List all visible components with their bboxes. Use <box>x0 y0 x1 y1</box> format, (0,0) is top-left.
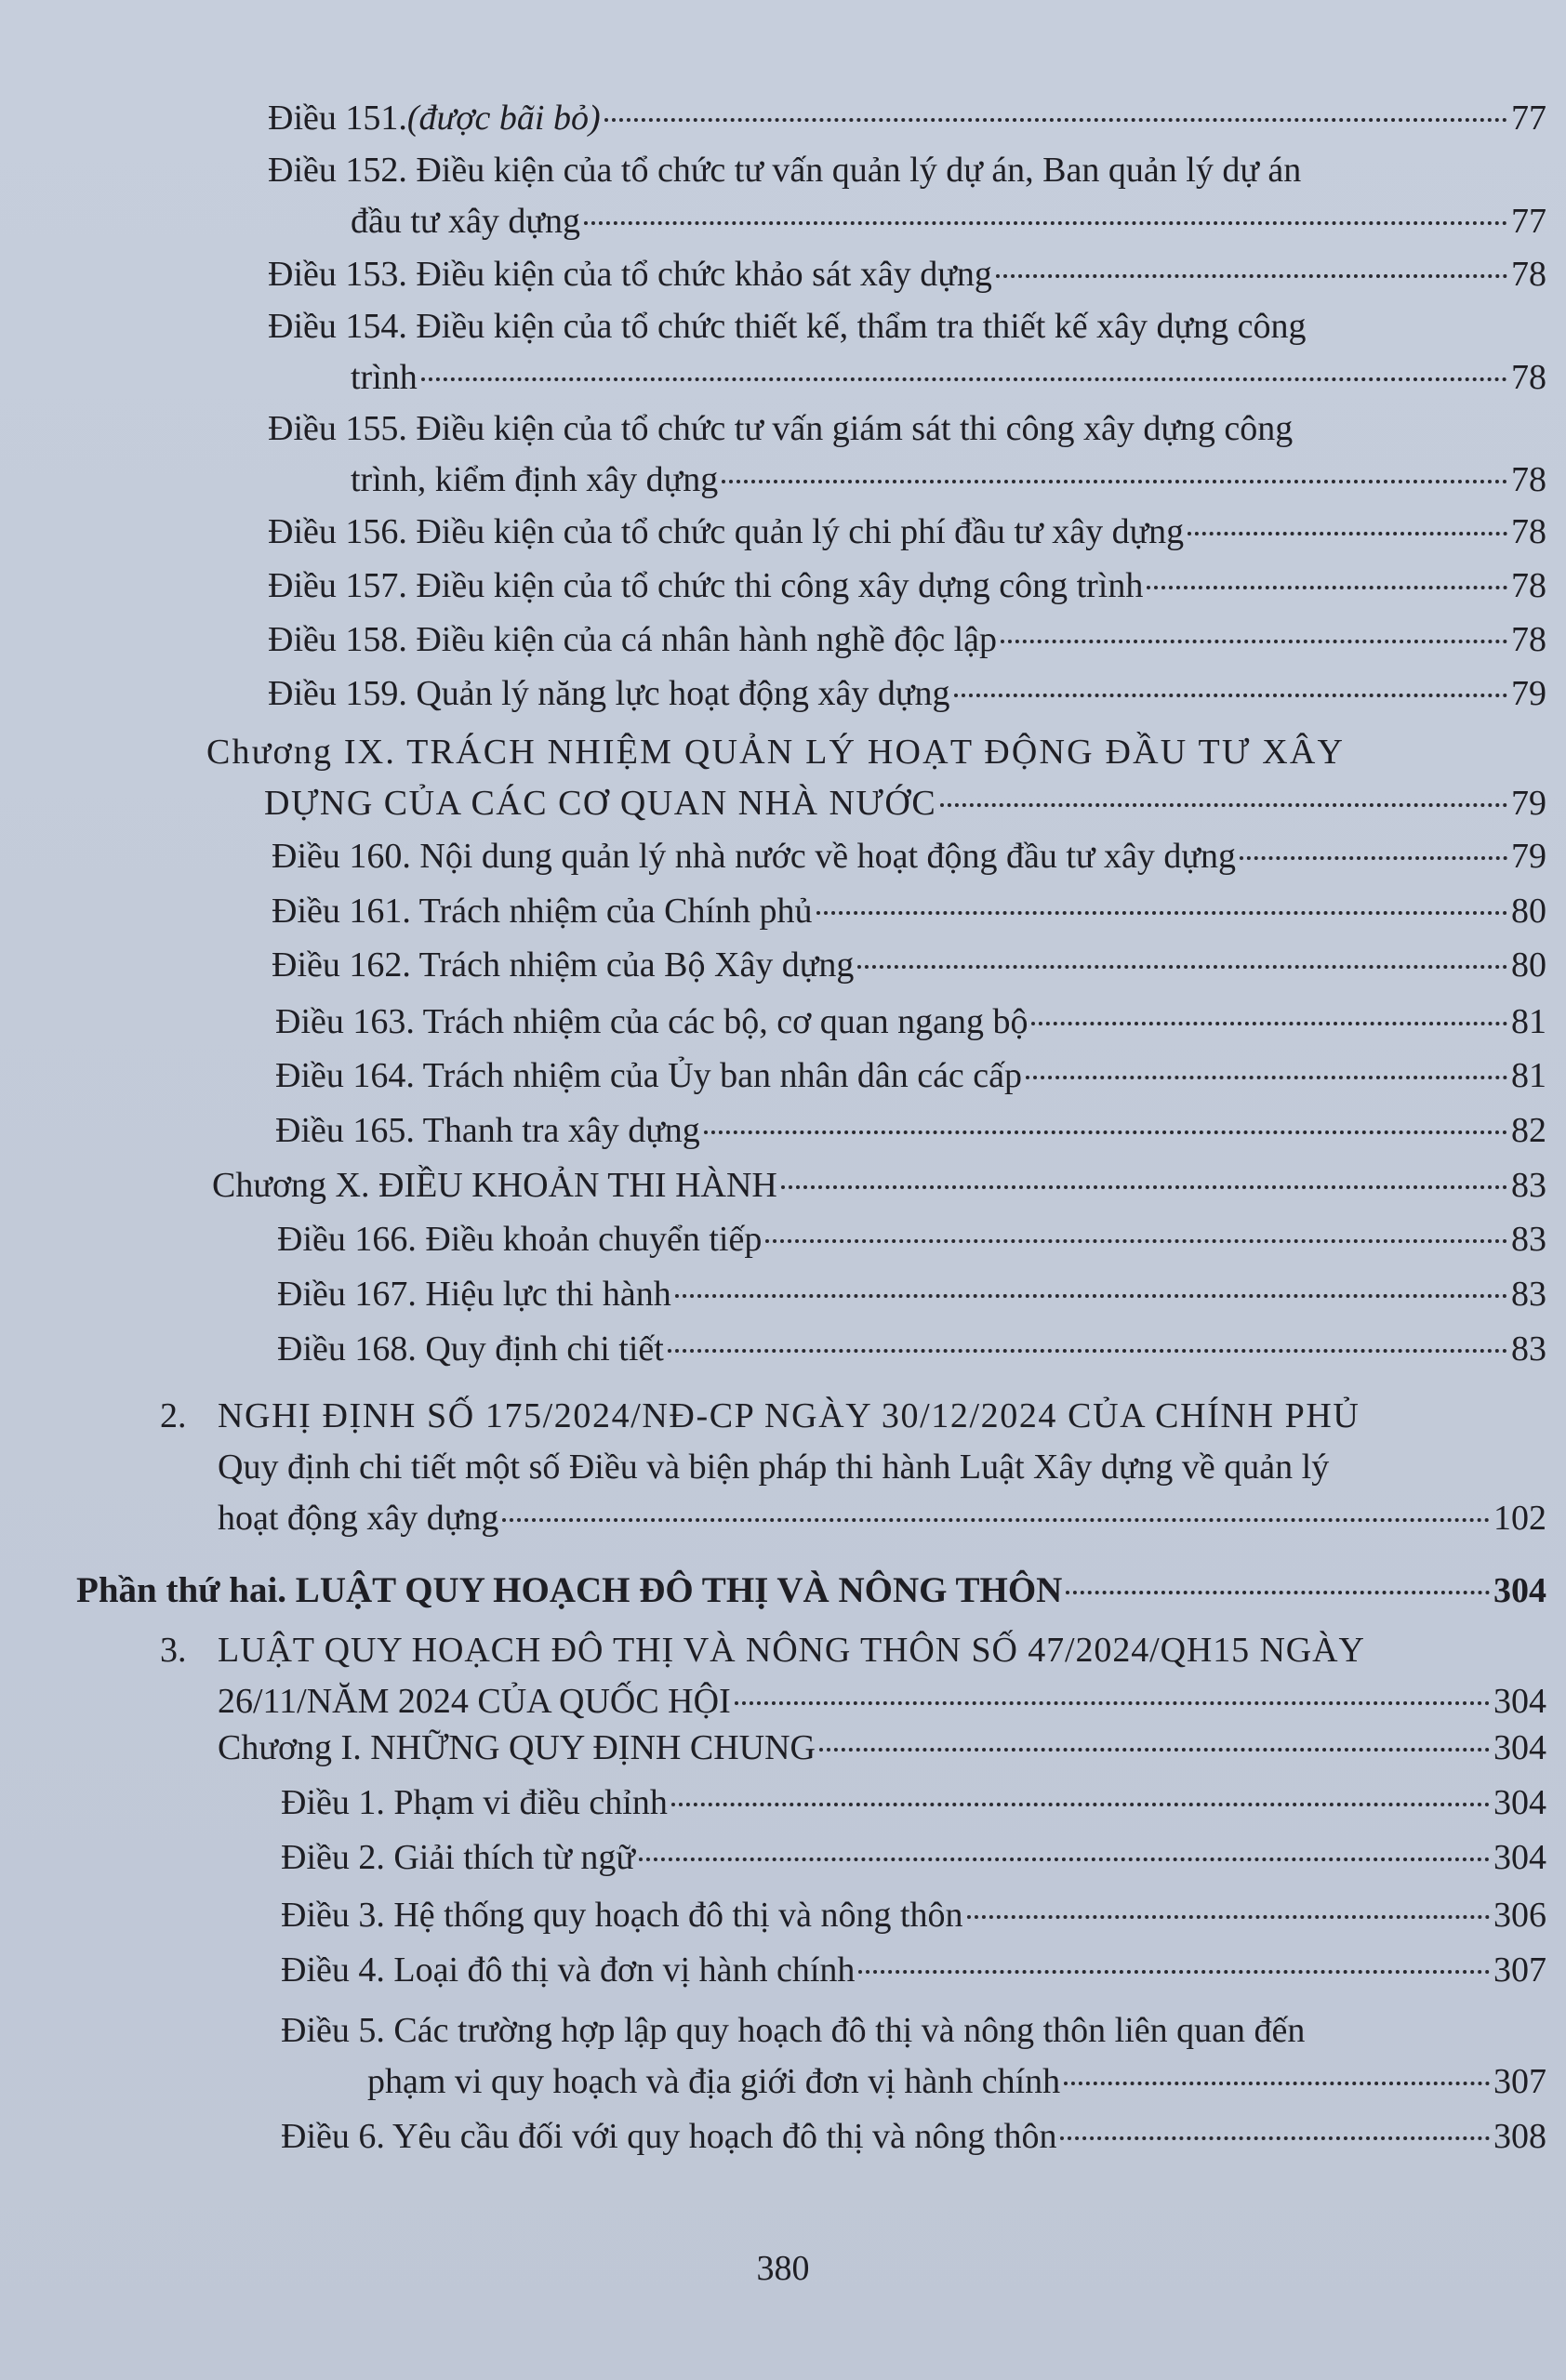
toc-page-number: 78 <box>1511 358 1546 397</box>
toc-page-number: 78 <box>1511 255 1546 294</box>
toc-page-number: 80 <box>1511 892 1546 931</box>
toc-page-number: 304 <box>1493 1838 1546 1877</box>
toc-entry-dieu-154[interactable] <box>268 301 1546 403</box>
toc-page-number: 79 <box>1511 784 1546 823</box>
toc-entry-title: Điều 159. Quản lý năng lực hoạt động xây dựng <box>268 674 950 713</box>
toc-entry-title-cont: DỰNG CỦA CÁC CƠ QUAN NHÀ NƯỚC <box>264 784 937 823</box>
dot-leader <box>1066 1591 1490 1594</box>
toc-entry-note: (được bãi bỏ) <box>406 99 601 138</box>
toc-entry-chuong-x[interactable] <box>212 1160 1546 1211</box>
toc-entry-luat-quy-hoach[interactable] <box>218 1625 1546 1727</box>
dot-leader <box>671 1803 1490 1806</box>
toc-part-title: Phần thứ hai. LUẬT QUY HOẠCH ĐÔ THỊ VÀ NÔNG THÔN <box>76 1570 1063 1610</box>
dot-leader <box>781 1185 1507 1189</box>
dot-leader <box>1240 856 1507 860</box>
dot-leader <box>1031 1022 1507 1025</box>
toc-item-number: 2. <box>160 1396 187 1435</box>
toc-page-number: 78 <box>1511 512 1546 551</box>
toc-entry-title: Chương I. NHỮNG QUY ĐỊNH CHUNG <box>218 1728 816 1767</box>
dot-leader <box>421 377 1507 381</box>
toc-page-number: 79 <box>1511 837 1546 876</box>
toc-entry-title: Điều 157. Điều kiện của tổ chức thi công xây dựng công trình <box>268 566 1144 605</box>
dot-leader <box>502 1518 1490 1522</box>
toc-entry-dieu-4[interactable] <box>281 1945 1546 1996</box>
dot-leader <box>675 1294 1507 1298</box>
dot-leader <box>604 118 1507 122</box>
toc-page-number: 83 <box>1511 1275 1546 1314</box>
dot-leader <box>722 480 1507 483</box>
toc-entry-nghi-dinh-175[interactable] <box>218 1391 1546 1544</box>
toc-page-number: 78 <box>1511 620 1546 659</box>
toc-entry-title: Điều 168. Quy định chi tiết <box>277 1329 664 1368</box>
toc-entry-title: Điều 158. Điều kiện của cá nhân hành nghề độc lập <box>268 620 998 659</box>
dot-leader <box>1001 640 1507 643</box>
dot-leader <box>639 1858 1490 1861</box>
toc-page-number: 78 <box>1511 566 1546 605</box>
toc-entry-title-cont: đầu tư xây dựng <box>351 202 580 241</box>
toc-page-number: 304 <box>1493 1682 1546 1721</box>
dot-leader <box>1064 2082 1490 2085</box>
toc-entry-title: Điều 151. <box>268 99 407 138</box>
toc-item-number: 3. <box>160 1631 187 1670</box>
toc-entry-title: Điều 166. Điều khoản chuyển tiếp <box>277 1220 763 1259</box>
toc-page-number: 77 <box>1511 202 1546 241</box>
toc-entry-dieu-166[interactable] <box>277 1214 1546 1265</box>
toc-entry-dieu-162[interactable] <box>272 940 1546 991</box>
toc-entry-dieu-156[interactable] <box>268 507 1546 558</box>
toc-entry-phan-thu-hai[interactable] <box>76 1565 1546 1617</box>
toc-page-number: 308 <box>1493 2117 1546 2156</box>
toc-entry-dieu-163[interactable] <box>275 997 1546 1048</box>
toc-entry-dieu-160[interactable] <box>272 831 1546 882</box>
toc-page-number: 78 <box>1511 460 1546 499</box>
toc-entry-dieu-153[interactable] <box>268 249 1546 300</box>
toc-entry-dieu-155[interactable] <box>268 403 1546 506</box>
dot-leader <box>819 1748 1490 1752</box>
toc-entry-title: Điều 167. Hiệu lực thi hành <box>277 1275 671 1314</box>
toc-page-number: 304 <box>1493 1728 1546 1767</box>
toc-entry-dieu-3[interactable] <box>281 1890 1546 1941</box>
toc-entry-title: Điều 153. Điều kiện của tổ chức khảo sát xây dựng <box>268 255 992 294</box>
toc-page-number: 304 <box>1493 1783 1546 1822</box>
dot-leader <box>967 1915 1490 1919</box>
toc-page-number: 79 <box>1511 674 1546 713</box>
toc-entry-title: LUẬT QUY HOẠCH ĐÔ THỊ VÀ NÔNG THÔN SỐ 47/2024/QH15 NGÀY <box>218 1631 1365 1670</box>
toc-entry-title: Điều 156. Điều kiện của tổ chức quản lý chi phí đầu tư xây dựng <box>268 512 1185 551</box>
toc-page-number: 304 <box>1493 1571 1546 1610</box>
toc-entry-title-cont: hoạt động xây dựng <box>218 1499 499 1538</box>
toc-page-number: 307 <box>1493 2062 1546 2101</box>
dot-leader <box>668 1349 1507 1353</box>
toc-entry-title-cont: trình, kiểm định xây dựng <box>351 460 719 499</box>
toc-entry-title: Điều 155. Điều kiện của tổ chức tư vấn giám sát thi công xây dựng công <box>268 409 1294 448</box>
toc-page-number: 77 <box>1511 99 1546 138</box>
toc-page-number: 306 <box>1493 1896 1546 1935</box>
toc-page-number: 82 <box>1511 1111 1546 1150</box>
toc-page-number: 83 <box>1511 1166 1546 1205</box>
dot-leader <box>954 694 1507 697</box>
page-number: 380 <box>756 2249 810 2288</box>
toc-page-number: 102 <box>1493 1499 1546 1538</box>
toc-entry-dieu-168[interactable] <box>277 1324 1546 1375</box>
toc-entry-title: Điều 5. Các trường hợp lập quy hoạch đô thị và nông thôn liên quan đến <box>281 2011 1306 2050</box>
toc-entry-dieu-158[interactable] <box>268 615 1546 666</box>
toc-entry-dieu-5[interactable] <box>281 2005 1546 2108</box>
toc-entry-title: Điều 4. Loại đô thị và đơn vị hành chính <box>281 1950 856 1990</box>
dot-leader <box>704 1130 1507 1134</box>
toc-entry-title: Điều 162. Trách nhiệm của Bộ Xây dựng <box>272 945 855 985</box>
toc-entry-title: Chương X. ĐIỀU KHOẢN THI HÀNH <box>212 1166 777 1205</box>
toc-entry-title: Điều 3. Hệ thống quy hoạch đô thị và nông thôn <box>281 1896 963 1935</box>
toc-entry-title: Điều 160. Nội dung quản lý nhà nước về hoạt động đầu tư xây dựng <box>272 837 1236 876</box>
toc-page-number: 81 <box>1511 1002 1546 1041</box>
dot-leader <box>1060 2136 1490 2140</box>
toc-entry-chuong-ix[interactable] <box>206 727 1546 829</box>
dot-leader <box>857 965 1507 969</box>
dot-leader <box>1188 532 1507 536</box>
toc-page-number: 81 <box>1511 1056 1546 1095</box>
toc-entry-title: Điều 154. Điều kiện của tổ chức thiết kế, thẩm tra thiết kế xây dựng công <box>268 307 1307 346</box>
toc-entry-title: Điều 6. Yêu cầu đối với quy hoạch đô thị và nông thôn <box>281 2117 1057 2156</box>
toc-entry-title-cont: trình <box>351 358 418 397</box>
toc-entry-title: Điều 164. Trách nhiệm của Ủy ban nhân dân các cấp <box>275 1056 1023 1095</box>
toc-entry-dieu-151[interactable] <box>268 93 1546 144</box>
toc-entry-title-cont: phạm vi quy hoạch và địa giới đơn vị hành chính <box>367 2062 1061 2101</box>
dot-leader <box>735 1701 1490 1705</box>
toc-entry-dieu-164[interactable] <box>275 1051 1546 1102</box>
toc-entry-dieu-159[interactable] <box>268 668 1546 720</box>
dot-leader <box>1026 1076 1507 1079</box>
toc-page-number: 83 <box>1511 1329 1546 1368</box>
toc-entry-title-cont: Quy định chi tiết một số Điều và biện pháp thi hành Luật Xây dựng về quản lý <box>218 1448 1330 1487</box>
toc-entry-dieu-6[interactable] <box>281 2111 1546 2162</box>
dot-leader <box>816 911 1507 915</box>
toc-entry-title-cont: 26/11/NĂM 2024 CỦA QUỐC HỘI <box>218 1682 731 1721</box>
toc-entry-title: Điều 165. Thanh tra xây dựng <box>275 1111 700 1150</box>
dot-leader <box>584 221 1507 225</box>
toc-entry-dieu-157[interactable] <box>268 561 1546 612</box>
toc-entry-dieu-161[interactable] <box>272 886 1546 937</box>
toc-entry-title: Điều 152. Điều kiện của tổ chức tư vấn quản lý dự án, Ban quản lý dự án <box>268 151 1302 190</box>
toc-entry-chuong-i[interactable] <box>218 1723 1546 1774</box>
toc-entry-dieu-2[interactable] <box>281 1832 1546 1884</box>
dot-leader <box>940 803 1507 807</box>
dot-leader <box>858 1970 1490 1974</box>
toc-entry-dieu-152[interactable] <box>268 145 1546 247</box>
toc-entry-dieu-167[interactable] <box>277 1269 1546 1320</box>
dot-leader <box>996 274 1507 278</box>
dot-leader <box>1147 586 1507 589</box>
toc-entry-title: Điều 161. Trách nhiệm của Chính phủ <box>272 892 813 931</box>
dot-leader <box>765 1239 1507 1243</box>
toc-entry-dieu-165[interactable] <box>275 1105 1546 1157</box>
toc-entry-dieu-1[interactable] <box>281 1778 1546 1829</box>
toc-entry-title: Điều 2. Giải thích từ ngữ <box>281 1838 636 1877</box>
toc-page-number: 83 <box>1511 1220 1546 1259</box>
toc-entry-title: Điều 163. Trách nhiệm của các bộ, cơ quan ngang bộ <box>275 1002 1029 1041</box>
toc-entry-title: Chương IX. TRÁCH NHIỆM QUẢN LÝ HOẠT ĐỘNG ĐẦU TƯ XÂY <box>206 733 1346 772</box>
toc-page-number: 307 <box>1493 1950 1546 1990</box>
toc-page-number: 80 <box>1511 945 1546 985</box>
toc-entry-title: Điều 1. Phạm vi điều chỉnh <box>281 1783 668 1822</box>
toc-entry-title: NGHỊ ĐỊNH SỐ 175/2024/NĐ-CP NGÀY 30/12/2024 CỦA CHÍNH PHỦ <box>218 1396 1360 1435</box>
